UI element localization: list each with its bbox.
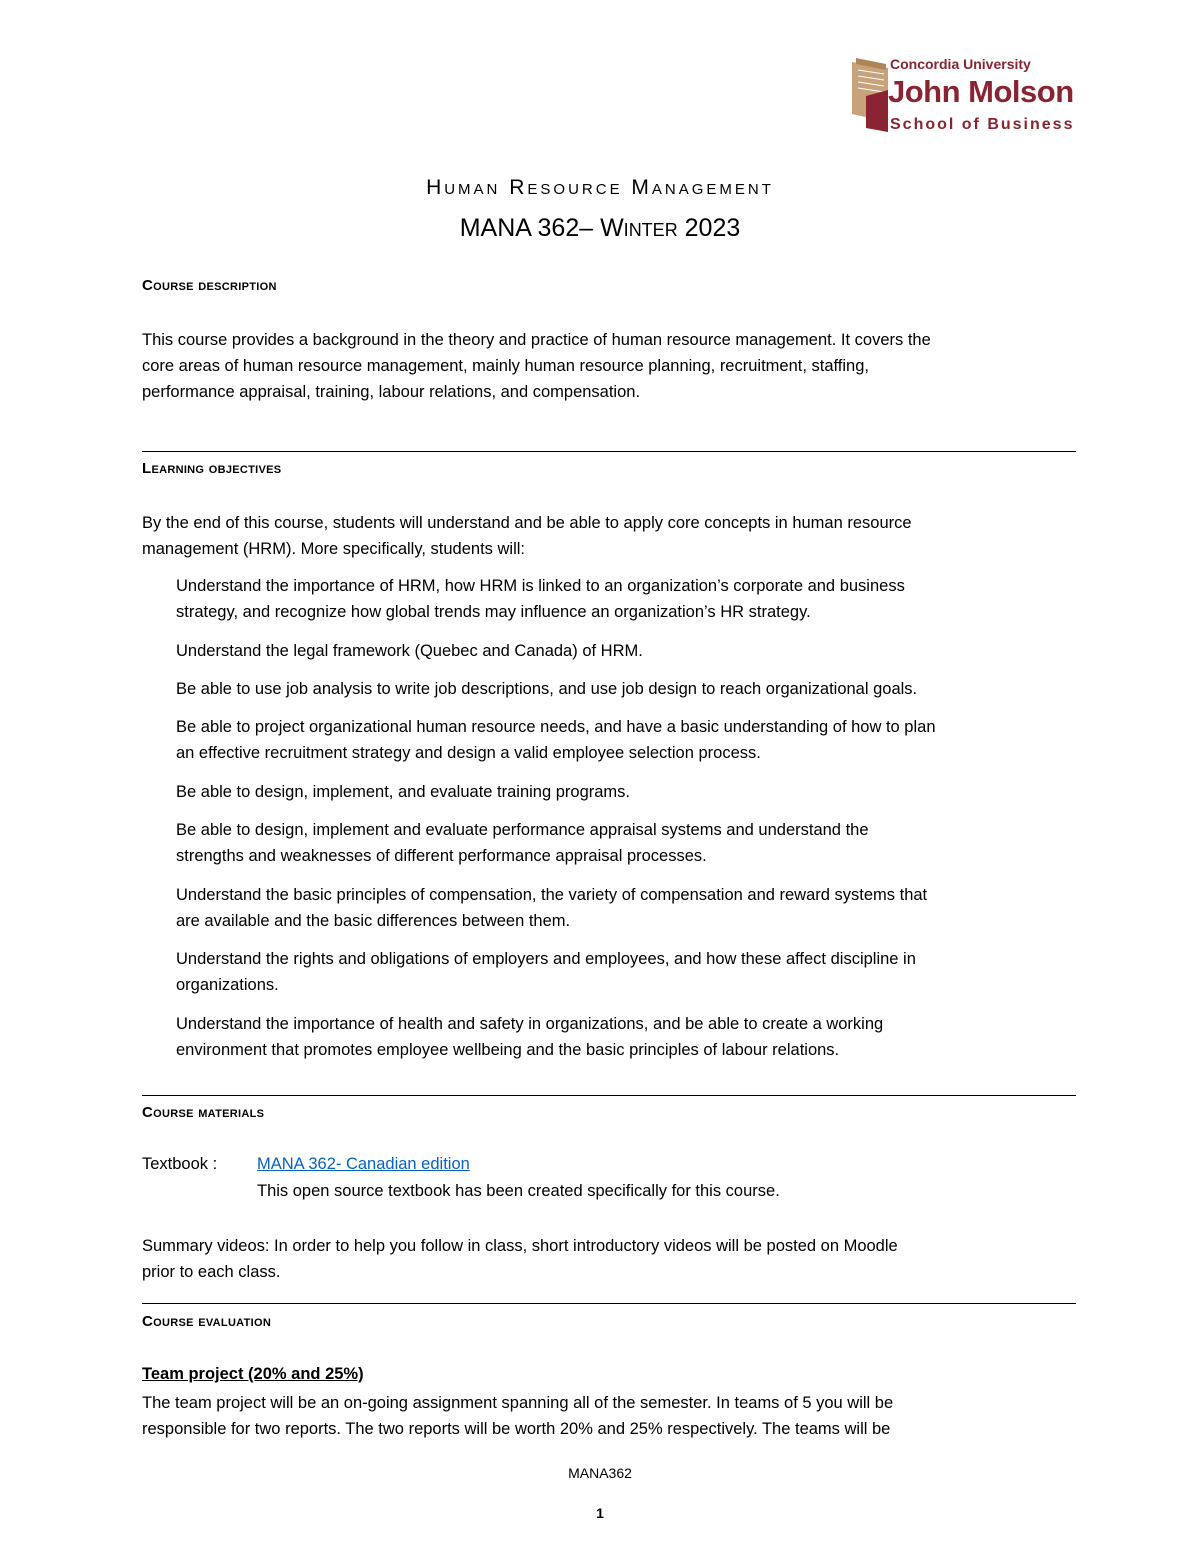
objective-item-line: Be able to design, implement, and evaluate training programs. — [176, 783, 631, 801]
course-description-line: core areas of human resource management, mainly human resource planning, recruitment, staffing, — [142, 357, 869, 375]
objective-item-line: Be able to use job analysis to write job descriptions, and use job design to reach organizational goals. — [176, 680, 918, 698]
objective-item-line: Be able to design, implement and evaluate performance appraisal systems and understand the — [176, 821, 869, 839]
team-project-line: responsible for two reports. The two reports will be worth 20% and 25% respectively. The teams will be — [142, 1420, 891, 1438]
objectives-intro-line: management (HRM). More specifically, students will: — [142, 540, 525, 558]
course-description-line: performance appraisal, training, labour relations, and compensation. — [142, 383, 641, 401]
objective-item-line: Understand the importance of HRM, how HRM is linked to an organization’s corporate and business — [176, 577, 905, 595]
page-number: 1 — [596, 1505, 604, 1521]
textbook-note: This open source textbook has been created specifically for this course. — [257, 1182, 780, 1200]
objective-item-line: strengths and weaknesses of different performance appraisal processes. — [176, 847, 707, 865]
logo-name-text: John Molson — [888, 74, 1074, 109]
document-title: Human Resource Management — [426, 176, 774, 199]
section-divider — [142, 1095, 1076, 1096]
footer-course-code: MANA362 — [568, 1465, 632, 1481]
objective-item-line: Be able to project organizational human resource needs, and have a basic understanding of how to plan — [176, 718, 936, 736]
logo-school-text: School of Business — [890, 116, 1075, 133]
objective-item-line: Understand the rights and obligations of employers and employees, and how these affect discipline in — [176, 950, 916, 968]
summary-videos-line: prior to each class. — [142, 1263, 281, 1281]
logo-university-text: Concordia University — [890, 56, 1031, 72]
section-heading-course-description: Course description — [142, 277, 277, 294]
objectives-intro-line: By the end of this course, students will understand and be able to apply core concepts in human resource — [142, 514, 912, 532]
team-project-line: The team project will be an on-going assignment spanning all of the semester. In teams of 5 you will be — [142, 1394, 894, 1412]
book-emblem-icon — [848, 56, 892, 136]
objective-item-line: environment that promotes employee wellbeing and the basic principles of labour relations. — [176, 1041, 840, 1059]
objective-item-line: strategy, and recognize how global trends may influence an organization’s HR strategy. — [176, 603, 811, 621]
objective-item-line: Understand the legal framework (Quebec and Canada) of HRM. — [176, 642, 643, 660]
section-divider — [142, 1303, 1076, 1304]
textbook-label: Textbook : — [142, 1155, 218, 1173]
course-description-line: This course provides a background in the theory and practice of human resource management. It covers the — [142, 331, 931, 349]
objective-item-line: are available and the basic differences between them. — [176, 912, 571, 930]
team-project-heading: Team project (20% and 25%) — [142, 1365, 364, 1383]
section-heading-learning-objectives: Learning objectives — [142, 460, 282, 477]
section-heading-course-evaluation: Course evaluation — [142, 1313, 272, 1330]
objective-item-line: Understand the basic principles of compensation, the variety of compensation and reward systems that — [176, 886, 928, 904]
objective-item-line: organizations. — [176, 976, 279, 994]
summary-videos-line: Summary videos: In order to help you follow in class, short introductory videos will be posted on Moodle — [142, 1237, 898, 1255]
section-divider — [142, 451, 1076, 452]
section-heading-course-materials: Course materials — [142, 1104, 265, 1121]
textbook-link[interactable]: MANA 362- Canadian edition — [257, 1155, 470, 1173]
school-logo — [848, 52, 1088, 142]
objective-item-line: an effective recruitment strategy and design a valid employee selection process. — [176, 744, 761, 762]
document-subtitle: MANA 362– Winter 2023 — [459, 214, 741, 242]
objective-item-line: Understand the importance of health and safety in organizations, and be able to create a working — [176, 1015, 884, 1033]
